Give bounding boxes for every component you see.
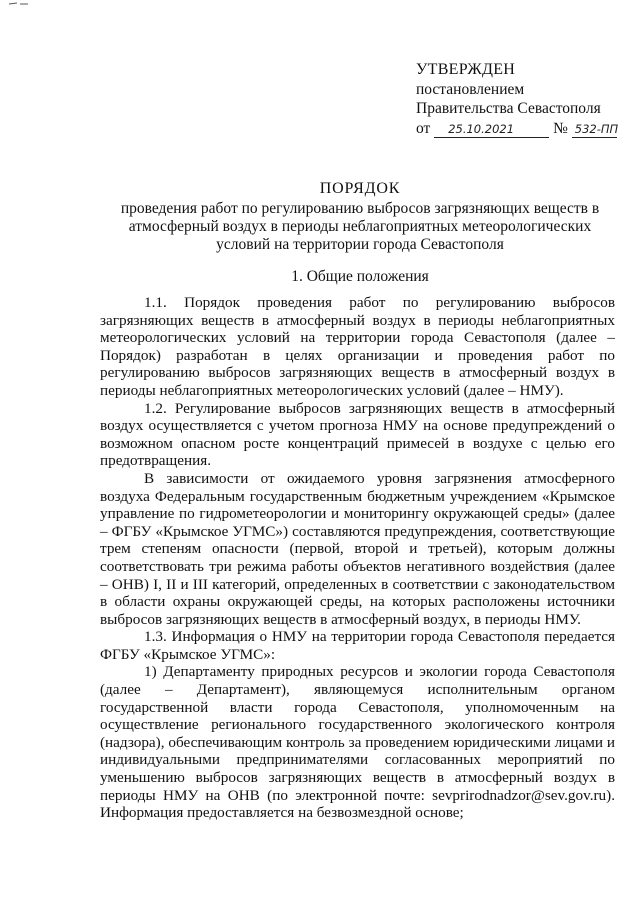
paragraph-1-3: 1.3. Информация о НМУ на территории города Севастополя передается ФГБУ «Крымское УГМС»: [100, 628, 615, 663]
approval-heading: УТВЕРЖДЕН [416, 61, 516, 78]
number-handwritten: 532-ПП [572, 122, 617, 138]
document-subtitle: проведения работ по регулированию выбросов загрязняющих веществ в атмосферный воздух в периоды неблагоприятных метеорологических условий на территории города Севастополя [120, 200, 600, 253]
number-prefix: № [553, 119, 568, 137]
paragraph-1-2: 1.2. Регулирование выбросов загрязняющих веществ в атмосферный воздух осуществляется с учетом прогноза НМУ на основе предупреждений о возможном опасном росте концентраций примесей в воздухе с целью его предотвращения. [100, 399, 615, 470]
approval-line-2: Правительства Севастополя [416, 100, 601, 117]
section-heading: 1. Общие положения [291, 268, 429, 285]
approval-block [416, 60, 626, 138]
document-body [100, 294, 615, 822]
document-title-block [100, 180, 620, 254]
date-prefix: от [416, 119, 431, 137]
approval-line-1: постановлением [416, 80, 525, 98]
date-handwritten: 25.10.2021 [434, 122, 549, 138]
approval-date-row [416, 119, 626, 139]
document-title: ПОРЯДОК [319, 180, 401, 197]
scan-artifact [8, 2, 34, 6]
paragraph-dependency: В зависимости от ожидаемого уровня загрязнения атмосферного воздуха Федеральным государственным бюджетным учреждением «Крымское управление по гидрометеорологии и мониторингу окружающей среды» (далее – ФГБУ «Крымское УГМС») составляются предупреждения, соответствующие трем степеням опасности (первой, второй и третьей), которым должны соответствовать три режима работы объектов негативного воздействия (далее – ОНВ) I, II и III категорий, определенных в соответствии с законодательством в области охраны окружающей среды, на которых расположены источники выбросов загрязняющих веществ в атмосферный воздух, в периоды НМУ. [100, 469, 615, 628]
paragraph-1-1: 1.1. Порядок проведения работ по регулированию выбросов загрязняющих веществ в атмосферный воздух в периоды неблагоприятных метеорологических условий на территории города Севастополя (далее – Порядок) разработан в целях организации и проведения работ по регулированию выбросов загрязняющих веществ в атмосферный воздух в периоды неблагоприятных метеорологических условий (далее – НМУ). [100, 294, 615, 399]
paragraph-item-1: 1) Департаменту природных ресурсов и экологии города Севастополя (далее – Департамент), являющемуся исполнительным органом государственной власти города Севастополя, уполномоченным на осуществление регионального государственного экологического контроля (надзора), обеспечивающим контроль за проведением юридическими лицами и индивидуальными предпринимателями согласованных мероприятий по уменьшению выбросов загрязняющих веществ в атмосферный воздух в периоды НМУ на ОНВ (по электронной почте: sevprirodnadzor@sev.gov.ru). Информация предоставляется на безвозмездной основе; [100, 663, 615, 822]
